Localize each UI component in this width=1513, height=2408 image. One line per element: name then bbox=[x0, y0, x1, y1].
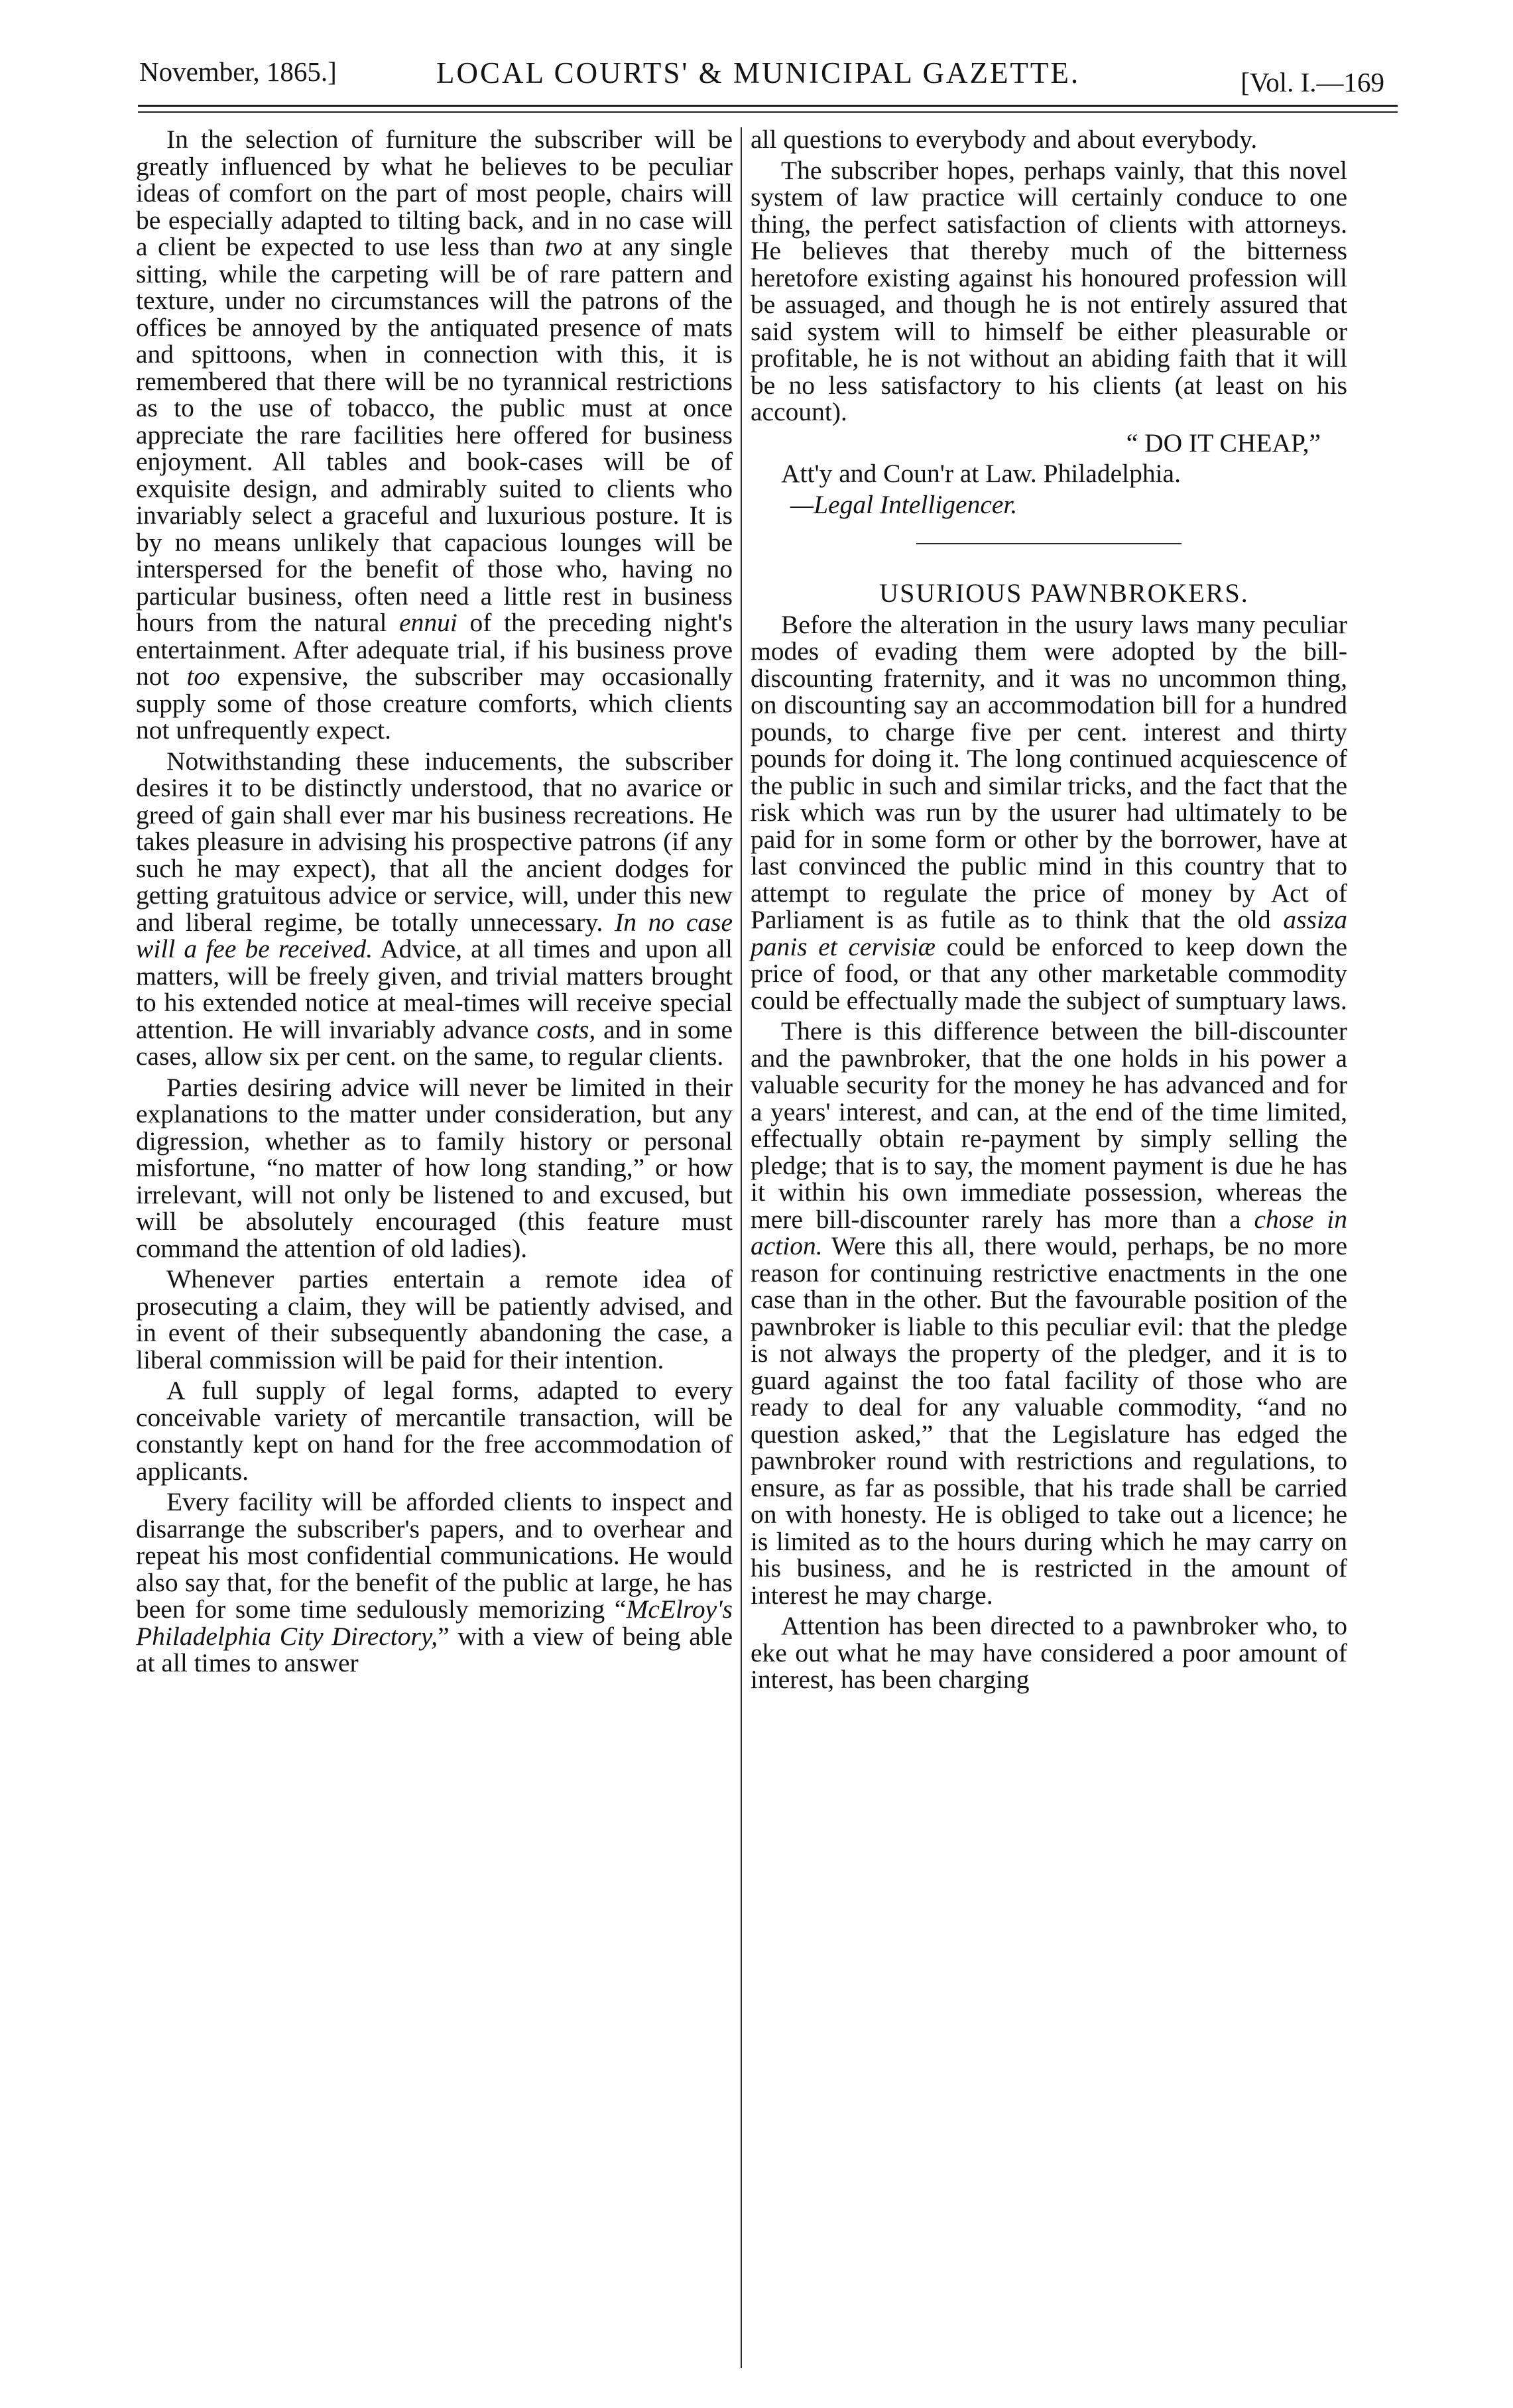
page-header bbox=[131, 41, 1391, 121]
italic-text: assiza panis et cervisiæ bbox=[751, 905, 1348, 961]
paragraph: A full supply of legal forms, adapted to every conceivable variety of mercantile transaction, will be constantly kept on hand for the free accommodation of applicants. bbox=[136, 1376, 733, 1486]
text: and in some cases, allow six per cent. on the same, to regular clients. bbox=[136, 1014, 733, 1071]
volume-page-number: [Vol. I.—169 bbox=[1241, 67, 1384, 97]
column-divider bbox=[741, 127, 742, 2368]
left-column bbox=[136, 126, 733, 1677]
paragraph: The subscriber hopes, perhaps vainly, that this novel system of law practice will certainly conduce to one thing, the perfect satisfaction of clients with attorneys. He believes that thereby much of the bitterness heretofore existing against his honoured profession will be assuaged, and though he is not entirely assured that said system will to himself be either pleasurable or profitable, he is not without an abiding faith that it will be no less satisfactory to his clients (at least on his account). bbox=[751, 155, 1347, 426]
text: could be enforced to keep down the price of food, or that any other marketable commodity could be effectually made the subject of sumptuary laws. bbox=[751, 932, 1347, 1015]
italic-text: In no case will a fee be received. bbox=[136, 907, 733, 963]
header-rule-bottom bbox=[138, 111, 1398, 113]
paragraph bbox=[751, 611, 1347, 1014]
section-rule bbox=[916, 543, 1181, 544]
right-column bbox=[751, 126, 1347, 1693]
paragraph: Attention has been directed to a pawnbroker who, to eke out what he may have considered a poor amount of interest, has been charging bbox=[751, 1611, 1347, 1694]
text: of the preceding night's entertainment. After adequate trial, if his business prove not bbox=[136, 608, 733, 691]
text: Before the alteration in the usury laws many peculiar modes of evading them were adopted by the bill-discounting fraternity, and it was no uncommon thing, on discounting say an accommodation bill for a hundred pounds, to charge five per cent. interest and thirty pounds for doing it. The long continued acquiescence of the public in such and similar tricks, and the fact that the risk which was run by the usurer had ultimately to be paid for in some form or other by the borrower, have at last convinced the public mind in this country that to attempt to regulate the price of money by Act of Parliament is as futile as to think that the old bbox=[751, 609, 1347, 934]
paragraph bbox=[136, 748, 733, 1070]
paragraph bbox=[136, 1488, 733, 1677]
source-citation: —Legal Intelligencer. bbox=[790, 489, 1018, 519]
publication-title: LOCAL COURTS' & MUNICIPAL GAZETTE. bbox=[436, 56, 1081, 90]
issue-date: November, 1865.] bbox=[139, 56, 337, 87]
italic-text: two bbox=[544, 232, 583, 261]
italic-text: too bbox=[186, 662, 220, 691]
italic-text: McElroy's Philadelphia City Directory, bbox=[136, 1595, 733, 1651]
text: expensive, the subscriber may occasionally supply some of those creature comforts, which clients not unfrequently expect. bbox=[136, 662, 733, 745]
paragraph: all questions to everybody and about everybody. bbox=[751, 125, 1258, 154]
paragraph bbox=[751, 1018, 1347, 1608]
text: Every facility will be afforded clients to inspect and disarrange the subscriber's papers, and to overhear and repeat his most confidential communications. He would also say that, for the benefit of the public at large, he has been for some time sedulously memorizing “ bbox=[136, 1487, 733, 1624]
signature-line: Att'y and Coun'r at Law. Philadelphia. bbox=[781, 459, 1181, 488]
text: at any single sitting, while the carpeting will be of rare pattern and texture, under no circumstances will the patrons of the offices be annoyed by the antiquated presence of mats and spittoons, when in connection with this, it is remembered that there will be no tyrannical restrictions as to the use of tobacco, the public must at once appreciate the rare facilities here offered for business enjoyment. All tables and book-cases will be of exquisite design, and admirably suited to clients who invariably select a graceful and luxurious posture. It is by no means unlikely that capacious lounges will be interspersed for the benefit of those who, having no particular business, often need a little rest in business hours from the natural bbox=[136, 232, 733, 637]
text: In the selection of furniture the subscriber will be greatly influenced by what he believes to be peculiar ideas of comfort on the part of most people, chairs will be especially adapted to tilting back, and in no case will a client be expected to use less than bbox=[136, 125, 733, 261]
italic-text: chose in action. bbox=[751, 1204, 1347, 1260]
paragraph: Whenever parties entertain a remote idea of prosecuting a claim, they will be patiently advised, and in event of their subsequently abandoning the case, a liberal commission will be paid for their intention. bbox=[136, 1264, 733, 1374]
italic-text: costs, bbox=[536, 1014, 596, 1044]
text: Were this all, there would, perhaps, be no more reason for continuing restrictive enactments in the one case than in the other. But the favourable position of the pawnbroker is liable to this peculiar evil: that the pledge is not always the property of the pledger, and it is to guard against the too fatal facility of those who are ready to deal for any valuable commodity, “and no question asked,” that the Legislature has edged the pawnbroker round with restrictions and regulations, to ensure, as far as possible, that his trade shall be carried on with honesty. He is obliged to take out a licence; he is limited as to the hours during which he may carry on his business, and he is restricted in the amount of interest he may charge. bbox=[751, 1231, 1347, 1610]
text: ” with a view of being able at all times to answer bbox=[136, 1621, 733, 1677]
paragraph bbox=[136, 126, 733, 744]
text: Notwithstanding these inducements, the subscriber desires it to be distinctly understood, that no avarice or greed of gain shall ever mar his business recreations. He takes pleasure in advising his prospective patrons (if any such he may expect), that all the ancient dodges for getting gratuitous advice or service, will, under this new and liberal regime, be totally unnecessary. bbox=[136, 746, 733, 937]
text: There is this difference between the bill-discounter and the pawnbroker, that the one holds in his power a valuable security for the money he has advanced and for a years' interest, and can, at the end of the time limited, effectually obtain re-payment by simply selling the pledge; that is to say, the moment payment is due he has it within his own immediate possession, whereas the mere bill-discounter rarely has more than a bbox=[751, 1016, 1347, 1234]
header-rule-top bbox=[138, 105, 1398, 107]
paragraph: Parties desiring advice will never be limited in their explanations to the matter under consideration, but any digression, whether as to family history or personal misfortune, “no matter of how long standing,” or how irrelevant, will not only be listened to and excused, but will be absolutely encouraged (this feature must command the attention of old ladies). bbox=[136, 1072, 733, 1263]
signature: “ DO IT CHEAP,” bbox=[1126, 428, 1321, 457]
text: Advice, at all times and upon all matters, will be freely given, and trivial matters brought to his extended notice at meal-times will receive special attention. He will invariably advance bbox=[136, 934, 733, 1044]
italic-text: ennui bbox=[399, 608, 457, 637]
section-heading: USURIOUS PAWNBROKERS. bbox=[879, 578, 1249, 608]
